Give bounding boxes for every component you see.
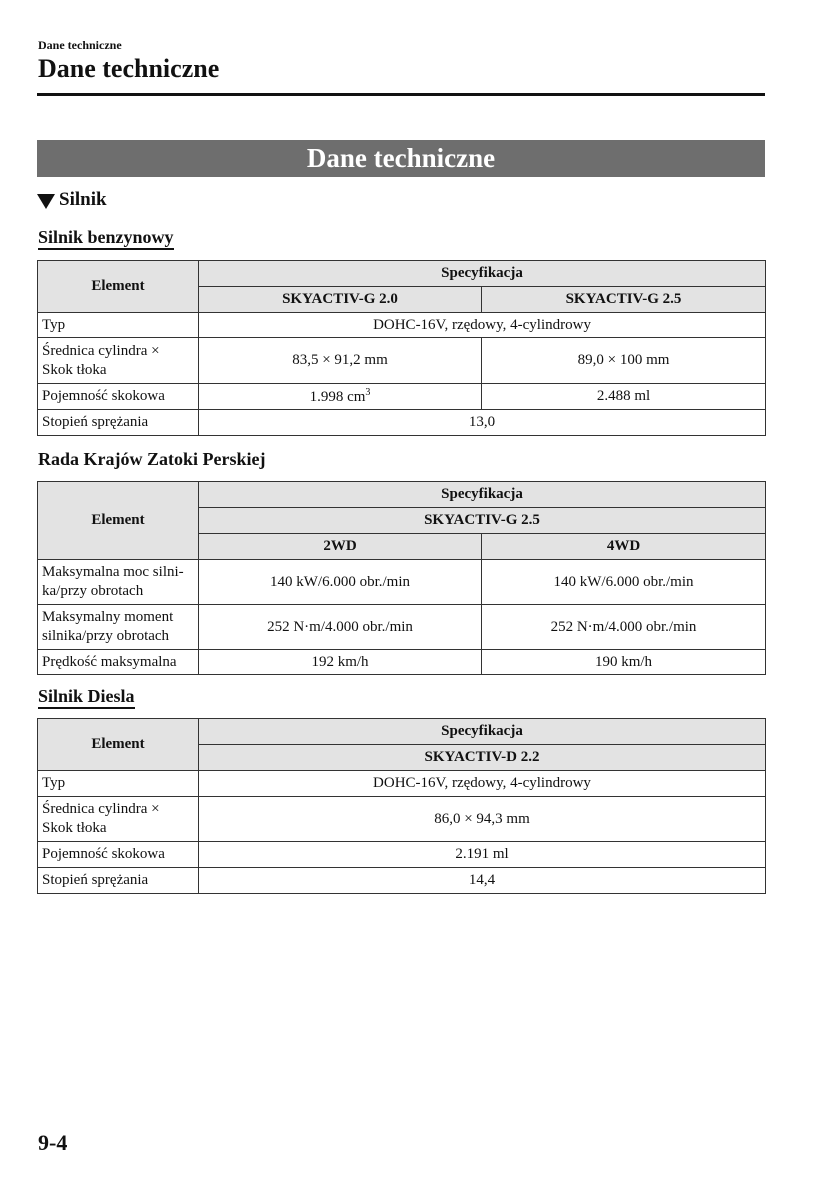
row-label: Stopień sprężania	[38, 868, 199, 894]
header-element: Element	[38, 719, 199, 771]
row-value: 2.488 ml	[482, 384, 766, 410]
triangle-down-icon	[37, 194, 55, 209]
row-value: 190 km/h	[482, 650, 766, 675]
running-header: Dane techniczne	[38, 38, 122, 52]
subsection-gulf-label: Rada Krajów Zatoki Perskiej	[38, 449, 266, 469]
header-engine-g25: SKYACTIV-G 2.5	[199, 508, 766, 534]
row-label: Prędkość maksymalna	[38, 650, 199, 675]
diesel-spec-table	[37, 718, 766, 894]
header-element: Element	[38, 482, 199, 560]
row-value: 13,0	[199, 410, 766, 436]
header-spec: Specyfikacja	[199, 261, 766, 287]
row-label: Pojemność skokowa	[38, 842, 199, 868]
table-row	[38, 338, 766, 384]
header-spec: Specyfikacja	[199, 482, 766, 508]
page-number: 9-4	[38, 1130, 68, 1155]
header-spec: Specyfikacja	[199, 719, 766, 745]
gulf-spec-table	[37, 481, 766, 675]
table-row	[38, 410, 766, 436]
section-heading-label: Silnik	[59, 189, 107, 210]
header-engine-g25: SKYACTIV-G 2.5	[482, 287, 766, 313]
section-heading-engine	[37, 189, 107, 211]
row-label: Stopień sprężania	[38, 410, 199, 436]
row-label: Średnica cylindra × Skok tłoka	[38, 797, 199, 842]
row-label: Typ	[38, 313, 199, 338]
row-value: 83,5 × 91,2 mm	[199, 338, 482, 384]
row-label: Maksymalny moment silnika/przy obrotach	[38, 605, 199, 650]
table-row	[38, 868, 766, 894]
chapter-banner	[37, 140, 765, 177]
subsection-petrol-title	[38, 227, 174, 248]
row-label: Maksymalna moc silni- ka/przy obrotach	[38, 560, 199, 605]
title-rule	[37, 93, 765, 96]
table-row	[38, 771, 766, 797]
petrol-spec-table	[37, 260, 766, 436]
row-label: Pojemność skokowa	[38, 384, 199, 410]
row-label: Typ	[38, 771, 199, 797]
table-row	[38, 313, 766, 338]
row-value: 1.998 $cm^3$	[199, 384, 482, 410]
subsection-diesel-label: Silnik Diesla	[38, 686, 135, 709]
row-value: 192 km/h	[199, 650, 482, 675]
header-4wd: 4WD	[482, 534, 766, 560]
row-value: 86,0 × 94,3 mm	[199, 797, 766, 842]
subsection-gulf-title	[38, 449, 265, 470]
header-engine-d22: SKYACTIV-D 2.2	[199, 745, 766, 771]
row-value: 2.191 ml	[199, 842, 766, 868]
header-element: Element	[38, 261, 199, 313]
table-row	[38, 650, 766, 675]
page-title: Dane techniczne	[38, 54, 220, 83]
table-row	[38, 560, 766, 605]
table-row	[38, 842, 766, 868]
table-row	[38, 797, 766, 842]
row-value: DOHC-16V, rzędowy, 4-cylindrowy	[199, 313, 766, 338]
row-label: Średnica cylindra × Skok tłoka	[38, 338, 199, 384]
subsection-petrol-label: Silnik benzynowy	[38, 227, 174, 250]
row-value: 140 kW/6.000 obr./min	[482, 560, 766, 605]
row-value: 252 N·m/4.000 obr./min	[482, 605, 766, 650]
row-value: 252 N·m/4.000 obr./min	[199, 605, 482, 650]
header-2wd: 2WD	[199, 534, 482, 560]
subsection-diesel-title	[38, 686, 135, 707]
row-value: DOHC-16V, rzędowy, 4-cylindrowy	[199, 771, 766, 797]
table-row	[38, 384, 766, 410]
table-row	[38, 605, 766, 650]
chapter-banner-label: Dane techniczne	[306, 143, 496, 173]
row-value: 140 kW/6.000 obr./min	[199, 560, 482, 605]
header-engine-g20: SKYACTIV-G 2.0	[199, 287, 482, 313]
row-value: 14,4	[199, 868, 766, 894]
row-value: 89,0 × 100 mm	[482, 338, 766, 384]
